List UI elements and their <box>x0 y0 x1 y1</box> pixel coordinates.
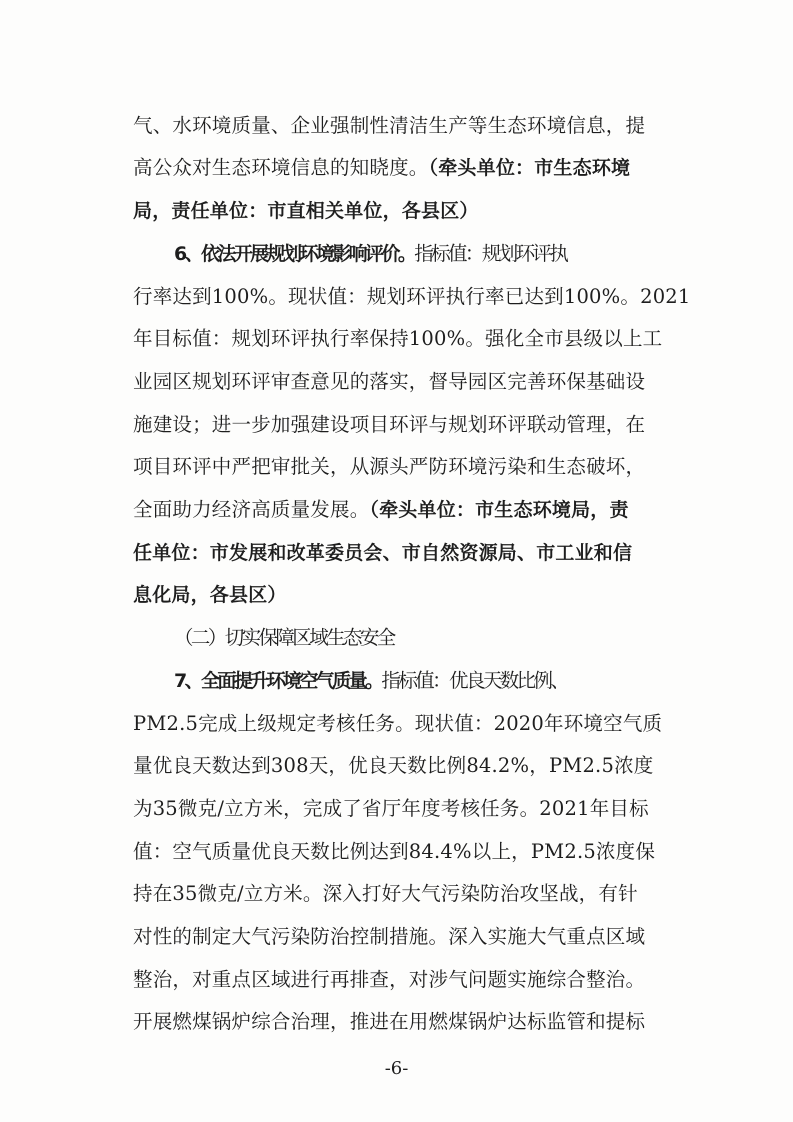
paragraph-line-7 <box>133 368 693 396</box>
paragraph-line-5 <box>133 283 693 311</box>
paragraph-line-12 <box>133 581 693 609</box>
paragraph-line-16 <box>133 752 693 780</box>
page-number: -6- <box>384 1058 409 1079</box>
responsible-unit-text: 局，责任单位：市直相关单位，各县区） <box>133 200 479 222</box>
paragraph-line-21 <box>133 966 693 994</box>
paragraph-line-1 <box>133 112 693 140</box>
text-run: 年目标值：规划环评执行率保持100%。强化全市县级以上工 <box>133 327 663 350</box>
paragraph-line-20 <box>133 923 693 951</box>
subsection-heading <box>174 624 734 652</box>
text-run: 行率达到100%。现状值：规划环评执行率已达到100%。2021 <box>133 285 691 308</box>
responsible-unit-text: 息化局，各县区） <box>133 584 287 606</box>
text-run: 施建设；进一步加强建设项目环评与规划环评联动管理，在 <box>133 413 646 436</box>
text-run: 对性的制定大气污染防治控制措施。深入实施大气重点区域 <box>133 925 646 948</box>
text-run: PM2.5完成上级规定考核任务。现状值：2020年环境空气质 <box>133 712 663 735</box>
text-run: 为35微克/立方米，完成了省厅年度考核任务。2021年目标 <box>133 797 649 820</box>
text-run: 全面助力经济高质量发展。 <box>133 498 370 521</box>
responsible-unit-text: （牵头单位：市生态环境局，责 <box>369 499 629 521</box>
section-heading-6 <box>174 240 734 268</box>
text-run: 业园区规划环评审查意见的落实，督导园区完善环保基础设 <box>133 370 646 393</box>
text-run: 项目环评中严把审批关，从源头严防环境污染和生态破坏， <box>133 455 646 478</box>
paragraph-line-3 <box>133 197 693 225</box>
item-heading: 6、依法开展规划环境影响评价。 <box>174 243 415 265</box>
paragraph-line-18 <box>133 838 693 866</box>
paragraph-line-8 <box>133 411 693 439</box>
subsection-title: （二）切实保障区域生态安全 <box>174 626 394 649</box>
paragraph-line-10 <box>133 496 693 524</box>
paragraph-line-22 <box>133 1008 693 1036</box>
text-run: 开展燃煤锅炉综合治理，推进在用燃煤锅炉达标监管和提标 <box>133 1010 646 1033</box>
paragraph-line-17 <box>133 795 693 823</box>
text-run: 整治，对重点区域进行再排查，对涉气问题实施综合整治。 <box>133 968 646 991</box>
paragraph-line-19 <box>133 880 693 908</box>
paragraph-line-2 <box>133 154 693 182</box>
section-heading-7 <box>174 667 734 695</box>
responsible-unit-text: 任单位：市发展和改革委员会、市自然资源局、市工业和信 <box>133 542 633 564</box>
text-run: 指标值：规划环评执 <box>414 242 567 265</box>
paragraph-line-9 <box>133 453 693 481</box>
text-run: 指标值：优良天数比例、 <box>381 669 568 692</box>
responsible-unit-text: （牵头单位：市生态环境 <box>428 157 631 179</box>
text-run: 值：空气质量优良天数比例达到84.4%以上，PM2.5浓度保 <box>133 840 656 863</box>
text-run: 气、水环境质量、企业强制性清洁生产等生态环境信息，提 <box>133 114 646 137</box>
text-run: 量优良天数达到308天，优良天数比例84.2%，PM2.5浓度 <box>133 754 654 777</box>
text-run: 高公众对生态环境信息的知晓度。 <box>133 156 429 179</box>
paragraph-line-15 <box>133 710 693 738</box>
paragraph-line-6 <box>133 325 693 353</box>
item-heading: 7、全面提升环境空气质量。 <box>174 670 382 692</box>
text-run: 持在35微克/立方米。深入打好大气污染防治攻坚战，有针 <box>133 882 638 905</box>
paragraph-line-11 <box>133 539 693 567</box>
